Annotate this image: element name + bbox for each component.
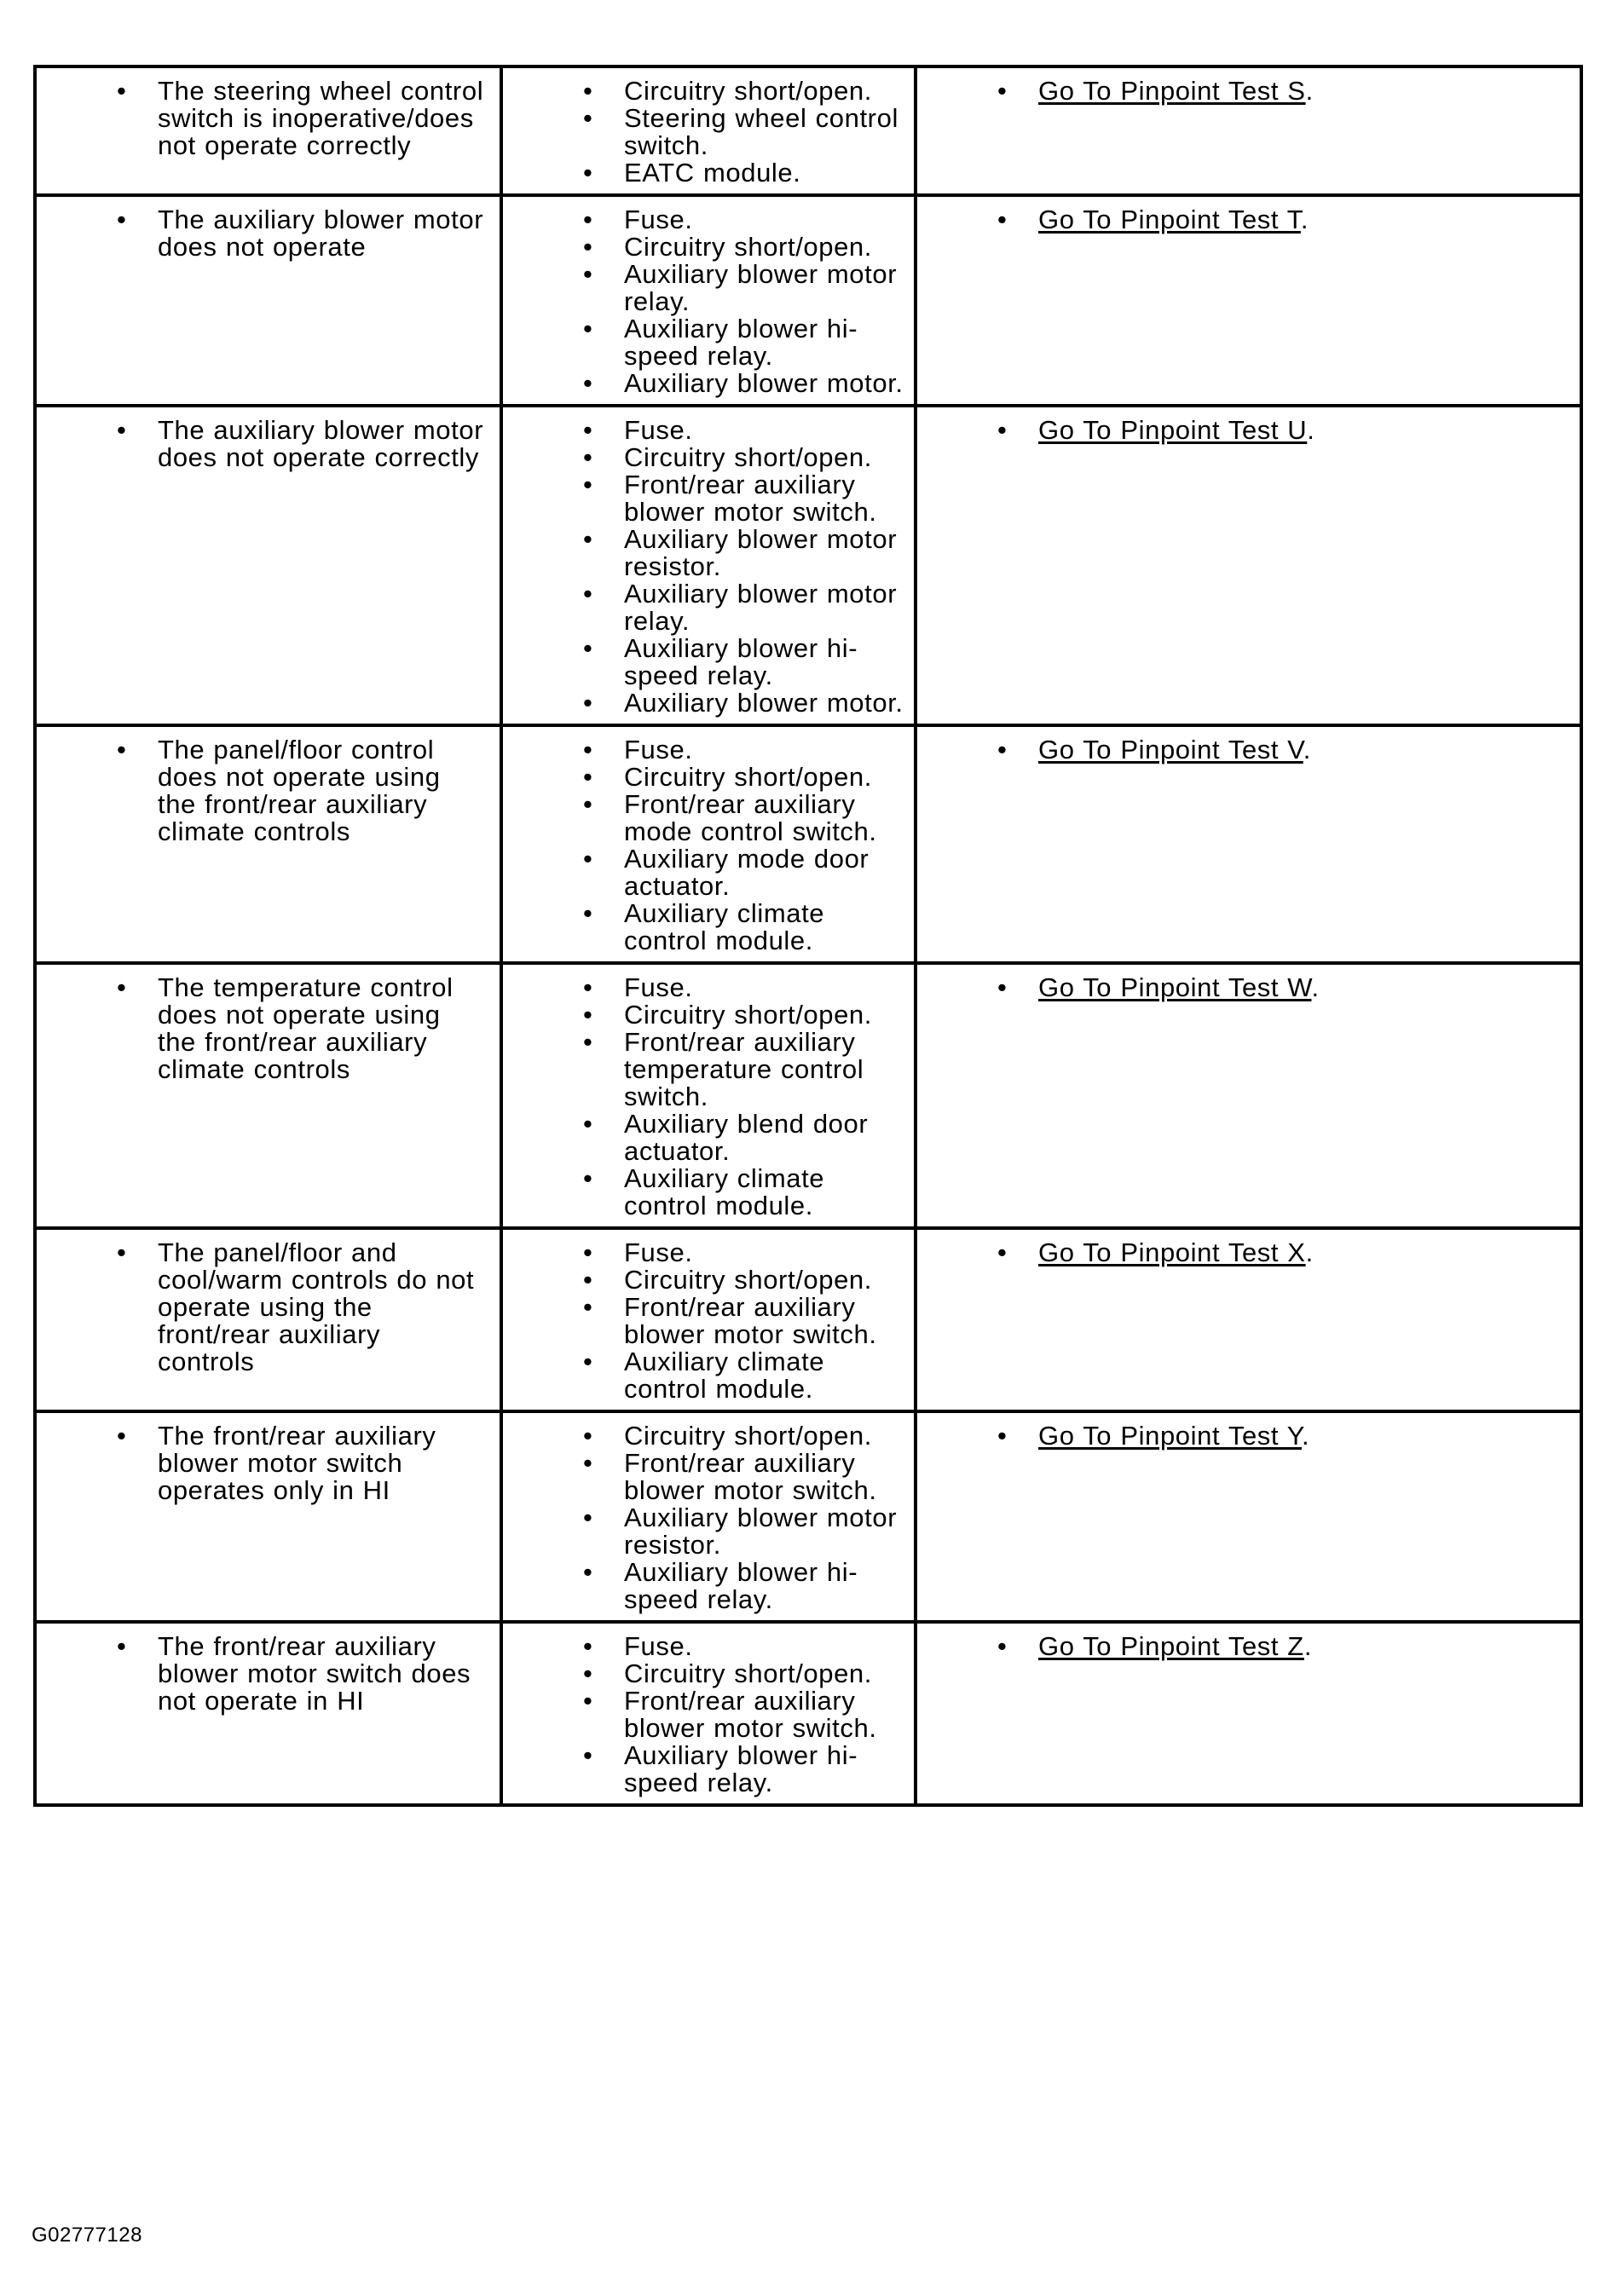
- possible-source-list: [511, 736, 905, 955]
- action-cell: [916, 195, 1581, 406]
- possible-source-cell: [501, 725, 916, 963]
- symptom-text: • The panel/floor control does not operate using the front/rear auxiliary climate controls: [45, 736, 491, 845]
- figure-id: G02777128: [32, 2224, 142, 2247]
- possible-source-list: [511, 78, 905, 187]
- action-list: [926, 736, 1571, 764]
- action-item: [926, 974, 1571, 1001]
- possible-source-item: • Auxiliary climate control module.: [511, 900, 905, 955]
- action-cell: [916, 406, 1581, 725]
- symptom-chart-body: [35, 66, 1581, 1805]
- possible-source-item: • Fuse.: [511, 417, 905, 444]
- possible-source-item: • Circuitry short/open.: [511, 444, 905, 471]
- possible-source-item: • Auxiliary blower hi-speed relay.: [511, 1559, 905, 1613]
- possible-source-item: • Front/rear auxiliary blower motor switch.: [511, 1294, 905, 1348]
- possible-source-list: [511, 206, 905, 397]
- symptom-text: • The front/rear auxiliary blower motor switch does not operate in HI: [45, 1633, 491, 1715]
- table-row: [35, 1411, 1581, 1622]
- symptom-cell: [35, 66, 501, 195]
- action-suffix: .: [1305, 1237, 1314, 1267]
- pinpoint-test-link[interactable]: Go To Pinpoint Test T: [1038, 205, 1301, 234]
- possible-source-list: [511, 417, 905, 717]
- possible-source-cell: [501, 66, 916, 195]
- symptom-text: • The steering wheel control switch is inoperative/does not operate correctly: [45, 78, 491, 159]
- symptom-cell: [35, 195, 501, 406]
- pinpoint-test-link[interactable]: Go To Pinpoint Test V: [1038, 735, 1303, 764]
- action-item: [926, 417, 1571, 444]
- symptom-list: [45, 1239, 491, 1376]
- possible-source-item: • Auxiliary blend door actuator.: [511, 1111, 905, 1165]
- action-item: [926, 206, 1571, 234]
- pinpoint-test-link[interactable]: Go To Pinpoint Test Z: [1038, 1631, 1304, 1661]
- symptom-list: [45, 736, 491, 845]
- possible-source-item: • Circuitry short/open.: [511, 234, 905, 261]
- possible-source-item: • Front/rear auxiliary blower motor switch.: [511, 1450, 905, 1504]
- possible-source-item: • Circuitry short/open.: [511, 1660, 905, 1687]
- pinpoint-test-link[interactable]: Go To Pinpoint Test Y: [1038, 1421, 1303, 1451]
- possible-source-list: [511, 1633, 905, 1797]
- symptom-list: [45, 206, 491, 261]
- table-row: [35, 406, 1581, 725]
- possible-source-item: • Auxiliary blower motor relay.: [511, 261, 905, 315]
- possible-source-item: • Fuse.: [511, 736, 905, 764]
- table-row: [35, 963, 1581, 1228]
- possible-source-cell: [501, 1622, 916, 1805]
- possible-source-item: • Auxiliary blower motor resistor.: [511, 526, 905, 580]
- symptom-chart-table: [33, 65, 1583, 1807]
- possible-source-item: • Auxiliary blower motor.: [511, 689, 905, 717]
- symptom-cell: [35, 963, 501, 1228]
- symptom-cell: [35, 1411, 501, 1622]
- possible-source-item: • EATC module.: [511, 159, 905, 187]
- symptom-list: [45, 78, 491, 159]
- action-list: [926, 1633, 1571, 1660]
- possible-source-item: • Auxiliary blower hi-speed relay.: [511, 635, 905, 689]
- possible-source-item: • Fuse.: [511, 206, 905, 234]
- action-item: [926, 736, 1571, 764]
- symptom-cell: [35, 725, 501, 963]
- symptom-text: • The auxiliary blower motor does not operate: [45, 206, 491, 261]
- possible-source-item: • Circuitry short/open.: [511, 1266, 905, 1294]
- action-suffix: .: [1300, 205, 1309, 234]
- possible-source-item: • Fuse.: [511, 1633, 905, 1660]
- possible-source-item: • Auxiliary blower motor resistor.: [511, 1504, 905, 1559]
- symptom-text: • The front/rear auxiliary blower motor switch operates only in HI: [45, 1422, 491, 1504]
- symptom-cell: [35, 1228, 501, 1411]
- possible-source-item: • Fuse.: [511, 974, 905, 1001]
- symptom-list: [45, 1633, 491, 1715]
- possible-source-item: • Front/rear auxiliary mode control switch.: [511, 791, 905, 845]
- action-item: [926, 1239, 1571, 1266]
- possible-source-cell: [501, 1228, 916, 1411]
- action-cell: [916, 1411, 1581, 1622]
- action-list: [926, 417, 1571, 444]
- action-cell: [916, 963, 1581, 1228]
- possible-source-item: • Auxiliary blower motor.: [511, 370, 905, 397]
- symptom-list: [45, 974, 491, 1083]
- action-cell: [916, 1228, 1581, 1411]
- symptom-list: [45, 417, 491, 471]
- action-list: [926, 1239, 1571, 1266]
- possible-source-item: • Circuitry short/open.: [511, 1422, 905, 1450]
- possible-source-cell: [501, 195, 916, 406]
- possible-source-item: • Auxiliary mode door actuator.: [511, 845, 905, 900]
- action-suffix: .: [1303, 735, 1311, 764]
- possible-source-list: [511, 974, 905, 1220]
- possible-source-item: • Auxiliary blower hi-speed relay.: [511, 315, 905, 370]
- possible-source-cell: [501, 1411, 916, 1622]
- possible-source-item: • Front/rear auxiliary temperature control switch.: [511, 1029, 905, 1111]
- possible-source-item: • Fuse.: [511, 1239, 905, 1266]
- symptom-text: • The auxiliary blower motor does not operate correctly: [45, 417, 491, 471]
- symptom-cell: [35, 406, 501, 725]
- action-suffix: .: [1305, 76, 1314, 106]
- action-list: [926, 78, 1571, 105]
- table-row: [35, 66, 1581, 195]
- action-list: [926, 206, 1571, 234]
- possible-source-item: • Circuitry short/open.: [511, 78, 905, 105]
- action-suffix: .: [1311, 972, 1320, 1002]
- possible-source-item: • Steering wheel control switch.: [511, 105, 905, 159]
- action-suffix: .: [1302, 1421, 1310, 1451]
- table-row: [35, 1228, 1581, 1411]
- table-row: [35, 725, 1581, 963]
- symptom-text: • The panel/floor and cool/warm controls do not operate using the front/rear auxiliary controls: [45, 1239, 491, 1376]
- possible-source-item: • Auxiliary blower motor relay.: [511, 580, 905, 635]
- possible-source-item: • Auxiliary blower hi-speed relay.: [511, 1742, 905, 1797]
- pinpoint-test-link[interactable]: Go To Pinpoint Test X: [1038, 1237, 1306, 1267]
- action-list: [926, 974, 1571, 1001]
- possible-source-cell: [501, 406, 916, 725]
- action-cell: [916, 725, 1581, 963]
- possible-source-item: • Auxiliary climate control module.: [511, 1348, 905, 1403]
- pinpoint-test-link[interactable]: Go To Pinpoint Test U: [1038, 415, 1308, 445]
- possible-source-item: • Circuitry short/open.: [511, 764, 905, 791]
- action-item: [926, 1633, 1571, 1660]
- possible-source-cell: [501, 963, 916, 1228]
- action-cell: [916, 1622, 1581, 1805]
- pinpoint-test-link[interactable]: Go To Pinpoint Test S: [1038, 76, 1306, 106]
- symptom-list: [45, 1422, 491, 1504]
- action-cell: [916, 66, 1581, 195]
- table-row: [35, 195, 1581, 406]
- possible-source-item: • Auxiliary climate control module.: [511, 1165, 905, 1220]
- action-suffix: .: [1307, 415, 1315, 445]
- action-suffix: .: [1303, 1631, 1313, 1661]
- action-list: [926, 1422, 1571, 1450]
- action-item: [926, 78, 1571, 105]
- possible-source-list: [511, 1422, 905, 1613]
- possible-source-item: • Front/rear auxiliary blower motor switch.: [511, 1687, 905, 1742]
- possible-source-item: • Front/rear auxiliary blower motor switch.: [511, 471, 905, 526]
- pinpoint-test-link[interactable]: Go To Pinpoint Test W: [1038, 972, 1312, 1002]
- action-item: [926, 1422, 1571, 1450]
- symptom-cell: [35, 1622, 501, 1805]
- symptom-text: • The temperature control does not operate using the front/rear auxiliary climate controls: [45, 974, 491, 1083]
- possible-source-list: [511, 1239, 905, 1403]
- possible-source-item: • Circuitry short/open.: [511, 1001, 905, 1029]
- table-row: [35, 1622, 1581, 1805]
